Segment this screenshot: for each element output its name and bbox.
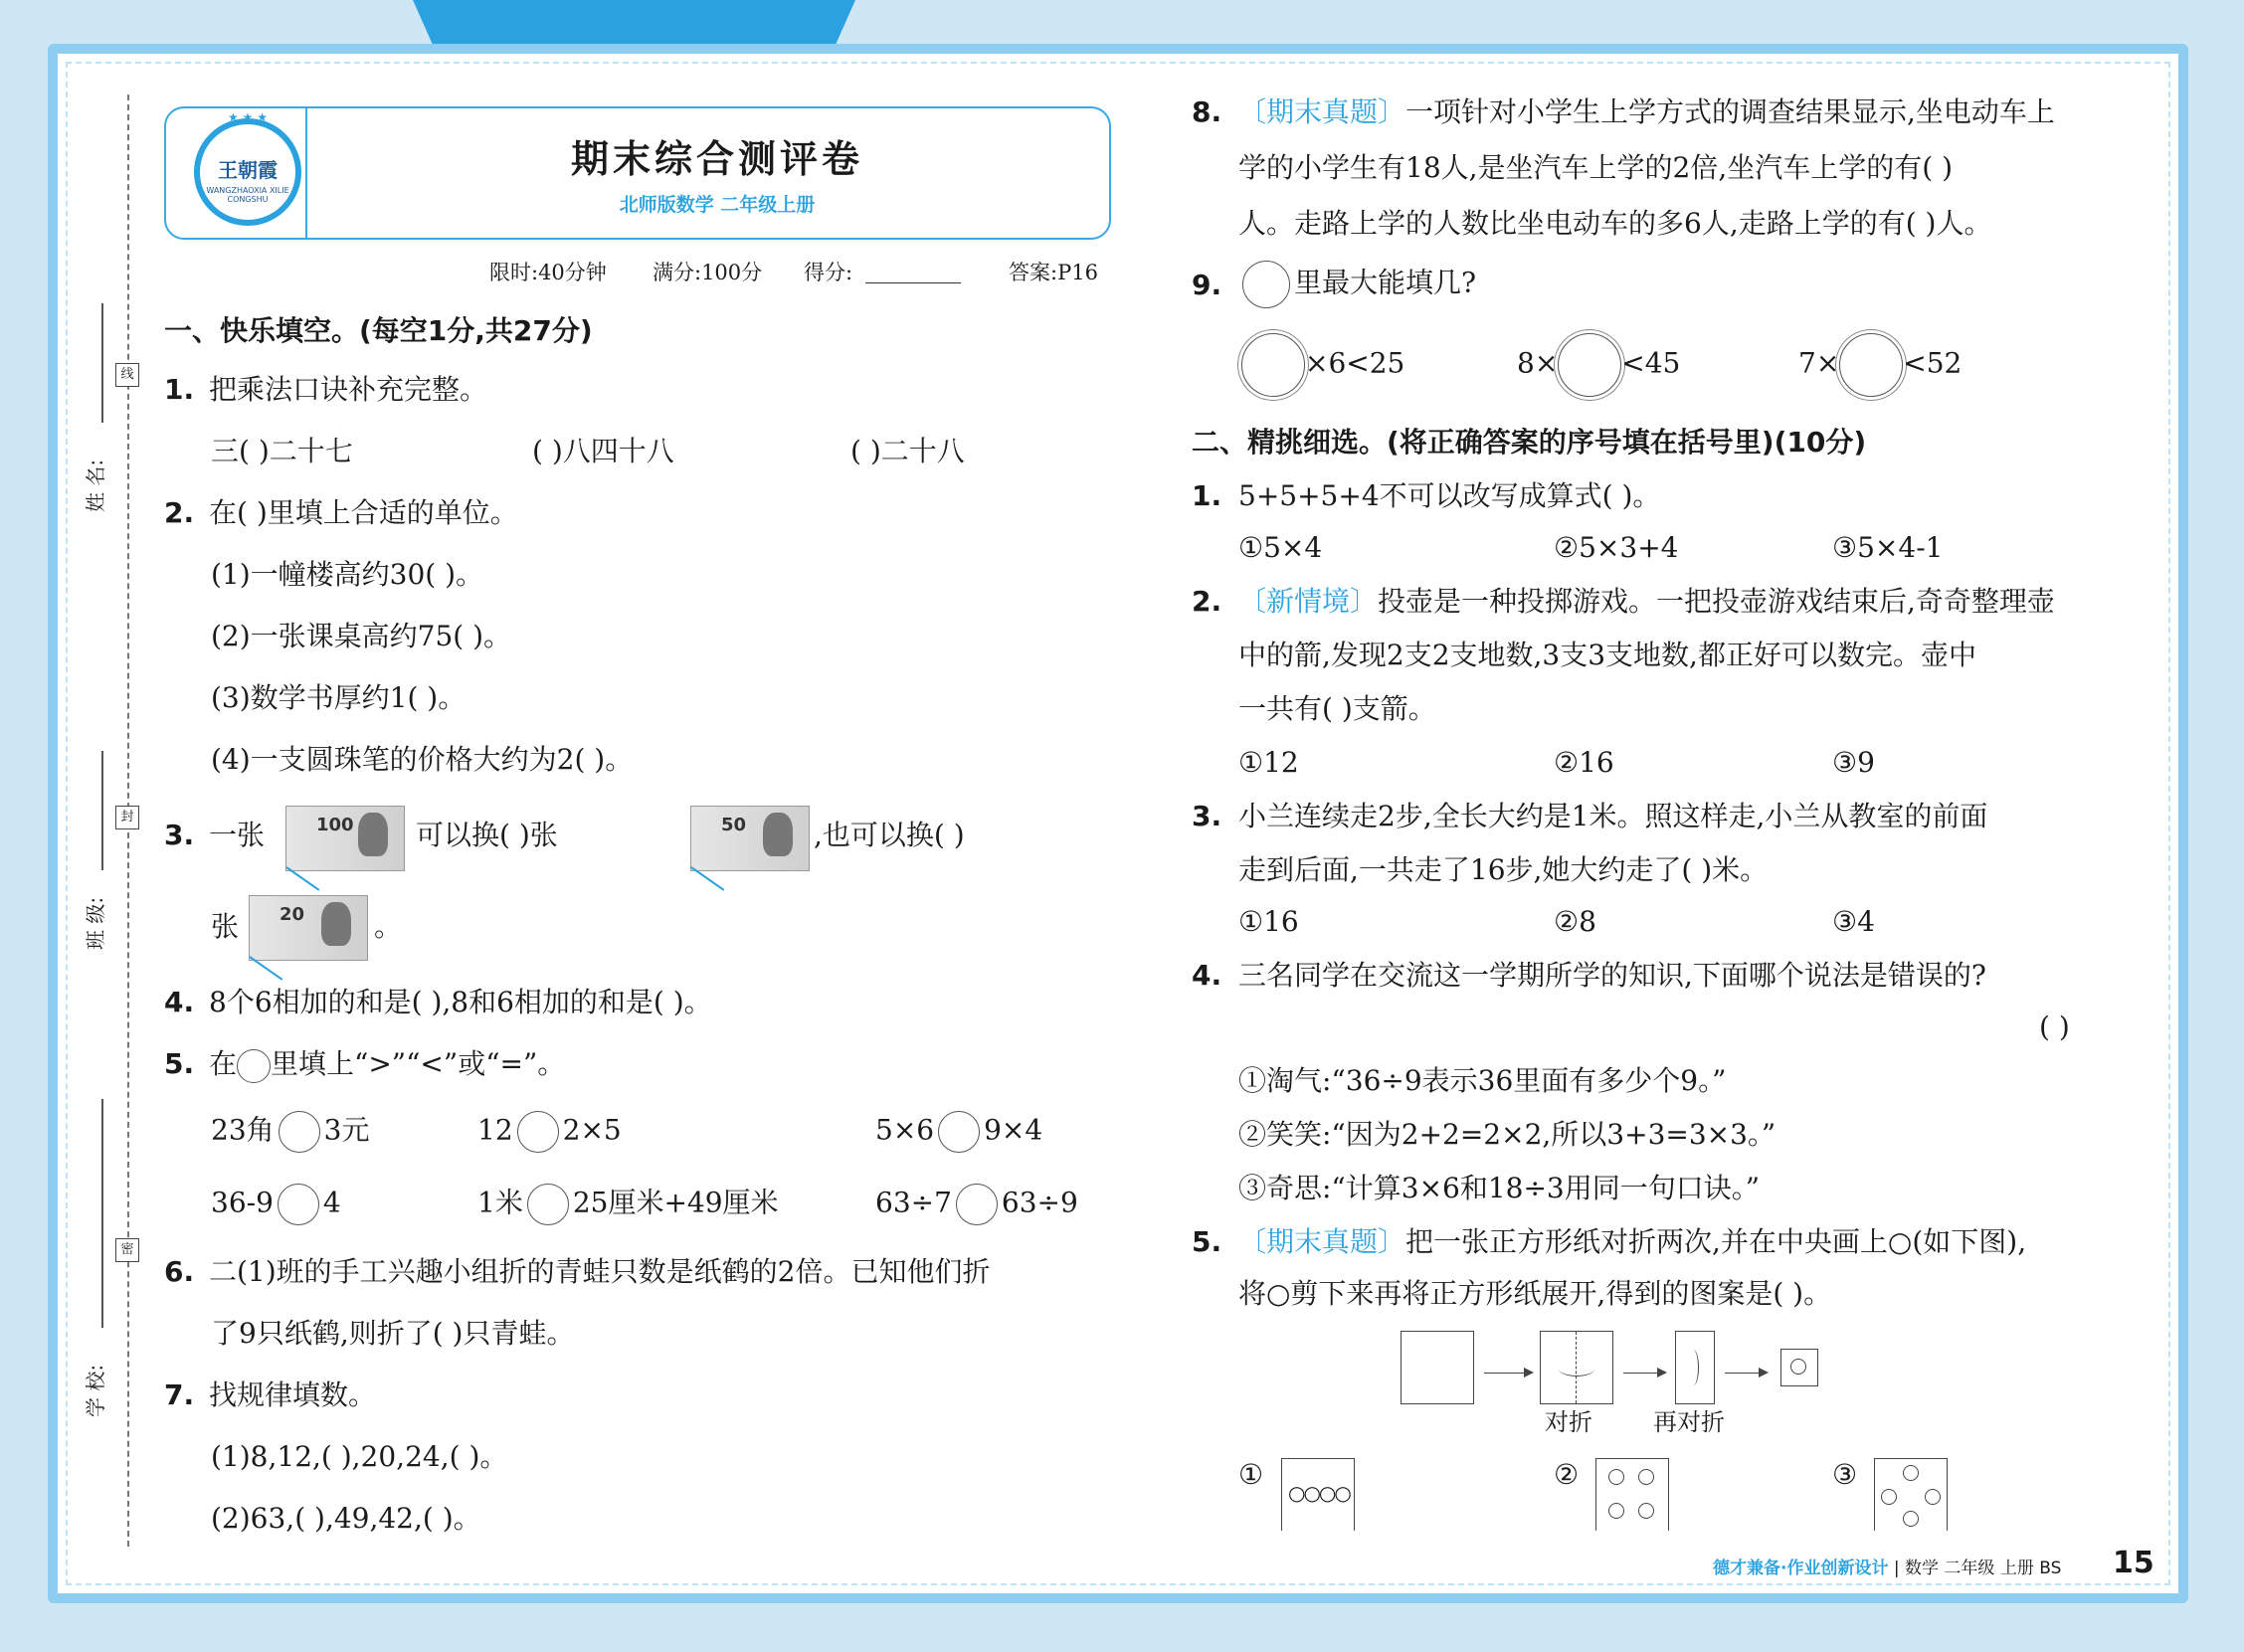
q5-text bbox=[209, 1047, 565, 1083]
compare-circle-f[interactable] bbox=[956, 1184, 998, 1225]
circle-mark-icon bbox=[1638, 1503, 1654, 1519]
q5-number: 5. bbox=[164, 1047, 195, 1080]
q2-item-3[interactable]: (3)数学书厚约1( )。 bbox=[211, 681, 467, 714]
section-1-heading: 一、快乐填空。(每空1分,共27分) bbox=[164, 314, 593, 347]
q5-compare-a bbox=[211, 1111, 369, 1153]
q5-compare-f bbox=[875, 1184, 1078, 1225]
class-line bbox=[101, 751, 103, 870]
c2-option-2[interactable]: ②16 bbox=[1554, 746, 1614, 779]
q2-number: 2. bbox=[164, 496, 195, 529]
c5-option-3-figure[interactable] bbox=[1874, 1458, 1948, 1531]
c5-text-1 bbox=[1238, 1225, 2026, 1259]
folded-twice-paper bbox=[1675, 1331, 1715, 1404]
q7-item-1[interactable]: (1)8,12,( ),20,24,( )。 bbox=[211, 1440, 508, 1473]
name-line bbox=[101, 303, 103, 423]
note-value-20: 20 bbox=[280, 904, 305, 925]
c2-text-2: 中的箭,发现2支2支地数,3支3支地数,都正好可以数完。壶中 bbox=[1238, 639, 1976, 671]
note-value-50: 50 bbox=[721, 815, 747, 835]
c1-number: 1. bbox=[1192, 479, 1222, 512]
q5-text-1: 在 bbox=[209, 1047, 238, 1080]
q3-text-3[interactable]: ,也可以换( ) bbox=[814, 819, 965, 851]
q5-f-left: 63÷7 bbox=[875, 1186, 952, 1219]
seal-mark-seal: 封 bbox=[115, 806, 139, 829]
c2-text-1 bbox=[1238, 585, 2055, 619]
portrait-icon bbox=[358, 813, 388, 856]
c2-number: 2. bbox=[1192, 585, 1222, 618]
square-paper bbox=[1401, 1331, 1474, 1404]
q5-d-right: 4 bbox=[322, 1186, 341, 1219]
q2-text: 在( )里填上合适的单位。 bbox=[209, 496, 518, 529]
compare-circle-b[interactable] bbox=[517, 1111, 559, 1153]
banknote-20-image bbox=[249, 895, 368, 961]
q6-text-1: 二(1)班的手工兴趣小组折的青蛙只数是纸鹤的2倍。已知他们折 bbox=[209, 1255, 991, 1288]
q9-c-left: 7× bbox=[1798, 346, 1840, 380]
q9-circle-c[interactable] bbox=[1839, 333, 1903, 397]
q6-number: 6. bbox=[164, 1255, 195, 1288]
c3-number: 3. bbox=[1192, 800, 1222, 832]
c4-option-3[interactable]: ③奇思:“计算3×6和18÷3用同一句口诀。” bbox=[1238, 1172, 1761, 1204]
fold-curve-icon bbox=[1688, 1350, 1699, 1385]
header-divider bbox=[305, 108, 307, 238]
q1-number: 1. bbox=[164, 373, 195, 406]
marked-paper bbox=[1780, 1349, 1818, 1386]
class-label: 班 级: bbox=[84, 896, 107, 950]
c5-option-2-label[interactable]: ② bbox=[1554, 1458, 1580, 1491]
c2-option-3[interactable]: ③9 bbox=[1832, 746, 1875, 779]
q3-number: 3. bbox=[164, 819, 195, 851]
q9-prompt: 里最大能填几? bbox=[1294, 266, 1477, 299]
q1-blank-a[interactable]: 三( )二十七 bbox=[211, 435, 353, 467]
q8-number: 8. bbox=[1192, 95, 1222, 128]
exam-header bbox=[164, 106, 1111, 240]
page-footer bbox=[1713, 1554, 2061, 1578]
arrow-icon bbox=[1623, 1373, 1665, 1374]
q5-e-left: 1米 bbox=[477, 1186, 523, 1219]
c5-option-1-circles: ○○○○ bbox=[1288, 1481, 1350, 1505]
q5-compare-e bbox=[477, 1184, 779, 1225]
q1-blank-c[interactable]: ( )二十八 bbox=[850, 435, 965, 467]
portrait-icon bbox=[763, 813, 793, 856]
name-label: 姓 名: bbox=[84, 459, 107, 512]
exam-subtitle: 北师版数学 二年级上册 bbox=[619, 194, 816, 216]
q4-text[interactable]: 8个6相加的和是( ),8和6相加的和是( )。 bbox=[209, 986, 712, 1018]
q5-c-left: 5×6 bbox=[875, 1113, 935, 1147]
c4-option-2[interactable]: ②笑笑:“因为2+2=2×2,所以3+3=3×3。” bbox=[1238, 1118, 1776, 1151]
full-score: 满分:100分 bbox=[653, 261, 763, 284]
c2-option-1[interactable]: ①12 bbox=[1238, 746, 1299, 779]
circle-mark-icon bbox=[1790, 1359, 1806, 1375]
exam-title: 期末综合测评卷 bbox=[570, 137, 863, 181]
fold-label-1: 对折 bbox=[1545, 1408, 1592, 1436]
q9-item-a bbox=[1241, 333, 1404, 397]
q8-text-3[interactable]: 人。走路上学的人数比坐电动车的多6人,走路上学的有( )人。 bbox=[1238, 207, 1992, 240]
logo-sub: WANGZHAOXIA XILIE CONGSHU bbox=[206, 186, 289, 204]
binding-sidebar bbox=[80, 94, 139, 1547]
q6-text-2[interactable]: 了9只纸鹤,则折了( )只青蛙。 bbox=[211, 1317, 575, 1350]
q7-item-2[interactable]: (2)63,( ),49,42,( )。 bbox=[211, 1502, 481, 1535]
q5-c-right: 9×4 bbox=[984, 1113, 1043, 1147]
banknote-50-image bbox=[690, 806, 810, 871]
q4-number: 4. bbox=[164, 986, 195, 1018]
q5-compare-d bbox=[211, 1184, 341, 1225]
q5-compare-b bbox=[477, 1111, 622, 1153]
q3-text-2[interactable]: 可以换( )张 bbox=[416, 819, 558, 851]
seal-mark-secret: 密 bbox=[115, 1238, 139, 1262]
arrow-icon bbox=[1484, 1373, 1532, 1374]
circle-mark-icon bbox=[1638, 1469, 1654, 1485]
q3-text-5: 。 bbox=[374, 910, 403, 943]
banknote-100-image bbox=[285, 806, 405, 871]
note-value-100: 100 bbox=[316, 815, 354, 835]
footer-brand: 德才兼备·作业创新设计 bbox=[1713, 1559, 1889, 1578]
school-label: 学 校: bbox=[84, 1364, 107, 1417]
c5-line-1: 把一张正方形纸对折两次,并在中央画上○(如下图), bbox=[1405, 1225, 2027, 1258]
q8-text-1 bbox=[1238, 95, 2055, 129]
c4-text: 三名同学在交流这一学期所学的知识,下面哪个说法是错误的? bbox=[1238, 959, 1986, 992]
page-number: 15 bbox=[2113, 1546, 2154, 1580]
c4-number: 4. bbox=[1192, 959, 1222, 992]
q2-item-4[interactable]: (4)一支圆珠笔的价格大约为2( )。 bbox=[211, 743, 634, 776]
compare-circle-d[interactable] bbox=[278, 1184, 319, 1225]
fold-curve-icon bbox=[1559, 1362, 1594, 1377]
c5-number: 5. bbox=[1192, 1225, 1222, 1258]
q3-text-1: 一张 bbox=[209, 819, 266, 851]
circle-mark-icon bbox=[1608, 1503, 1624, 1519]
q5-a-right: 3元 bbox=[323, 1113, 370, 1147]
q3-text-4: 张 bbox=[211, 910, 240, 943]
q1-text: 把乘法口诀补充完整。 bbox=[209, 373, 488, 406]
c2-text-3[interactable]: 一共有( )支箭。 bbox=[1238, 692, 1436, 725]
q9-circle-b[interactable] bbox=[1558, 333, 1621, 397]
folded-once-paper bbox=[1540, 1331, 1613, 1404]
q9-item-c bbox=[1798, 333, 1962, 397]
c3-text-1: 小兰连续走2步,全长大约是1米。照这样走,小兰从教室的前面 bbox=[1238, 800, 1988, 832]
answer-ref: 答案:P16 bbox=[1009, 261, 1098, 284]
seal-mark-line: 线 bbox=[115, 363, 139, 387]
compare-circle-c[interactable] bbox=[938, 1111, 980, 1153]
q9-item-b bbox=[1517, 333, 1680, 397]
q5-f-right: 63÷9 bbox=[1001, 1186, 1078, 1219]
q2-item-2[interactable]: (2)一张课桌高约75( )。 bbox=[211, 620, 512, 652]
c1-text[interactable]: 5+5+5+4不可以改写成算式( )。 bbox=[1238, 479, 1661, 512]
crown-icon: ★ ★ ★ bbox=[228, 110, 268, 124]
logo-name: 王朝霞 bbox=[218, 158, 278, 182]
time-limit: 限时:40分钟 bbox=[489, 261, 607, 284]
section-2-heading: 二、精挑细选。(将正确答案的序号填在括号里)(10分) bbox=[1192, 426, 1867, 459]
circle-mark-icon bbox=[1608, 1469, 1624, 1485]
c5-option-3-label[interactable]: ③ bbox=[1832, 1458, 1858, 1491]
c5-option-1-figure[interactable] bbox=[1281, 1458, 1355, 1531]
q8-text-2[interactable]: 学的小学生有18人,是坐汽车上学的2倍,坐汽车上学的有( ) bbox=[1238, 151, 1953, 184]
circle-mark-icon bbox=[1903, 1511, 1919, 1527]
q5-a-left: 23角 bbox=[211, 1113, 275, 1147]
c5-option-1-label[interactable]: ① bbox=[1238, 1458, 1264, 1491]
q9-b-left: 8× bbox=[1517, 346, 1559, 380]
c2-line-1: 投壶是一种投掷游戏。一把投壶游戏结束后,奇奇整理壶 bbox=[1378, 585, 2055, 618]
c3-option-1[interactable]: ①16 bbox=[1238, 905, 1299, 938]
q9-b-right: <45 bbox=[1621, 346, 1681, 380]
q9-c-right: <52 bbox=[1903, 346, 1963, 380]
c3-option-2[interactable]: ②8 bbox=[1554, 905, 1596, 938]
circle-mark-icon bbox=[1925, 1489, 1941, 1505]
q9-circle-a[interactable] bbox=[1241, 333, 1305, 397]
c1-option-1[interactable]: ①5×4 bbox=[1238, 531, 1323, 564]
q2-item-1[interactable]: (1)一幢楼高约30( )。 bbox=[211, 558, 484, 591]
c3-text-2[interactable]: 走到后面,一共走了16步,她大约走了( )米。 bbox=[1238, 853, 1769, 886]
c5-tag: 〔期末真题〕 bbox=[1238, 1225, 1406, 1258]
c3-option-3[interactable]: ③4 bbox=[1832, 905, 1875, 938]
q8-tag: 〔期末真题〕 bbox=[1238, 95, 1406, 128]
q9-a-text: ×6<25 bbox=[1305, 346, 1405, 380]
q1-blank-b[interactable]: ( )八四十八 bbox=[532, 435, 674, 467]
q7-text: 找规律填数。 bbox=[209, 1378, 377, 1411]
c1-option-3[interactable]: ③5×4-1 bbox=[1832, 531, 1944, 564]
compare-circle-a[interactable] bbox=[279, 1111, 320, 1153]
q5-b-right: 2×5 bbox=[562, 1113, 622, 1147]
c4-option-1[interactable]: ①淘气:“36÷9表示36里面有多少个9。” bbox=[1238, 1064, 1727, 1097]
footer-info: | 数学 二年级 上册 BS bbox=[1893, 1559, 2062, 1578]
q9-number: 9. bbox=[1192, 269, 1222, 301]
q5-text-2: 里填上“>”“<”或“=”。 bbox=[271, 1047, 566, 1080]
c2-tag: 〔新情境〕 bbox=[1238, 585, 1379, 618]
circle-icon bbox=[1242, 261, 1290, 308]
q7-number: 7. bbox=[164, 1378, 195, 1411]
q8-line-1: 一项针对小学生上学方式的调查结果显示,坐电动车上 bbox=[1405, 95, 2055, 128]
portrait-icon bbox=[321, 902, 351, 946]
score-field[interactable] bbox=[865, 282, 961, 283]
publisher-logo bbox=[194, 110, 301, 226]
circle-icon bbox=[237, 1049, 271, 1083]
score-label: 得分: bbox=[804, 261, 853, 284]
c1-option-2[interactable]: ②5×3+4 bbox=[1554, 531, 1679, 564]
c5-option-2-figure[interactable] bbox=[1595, 1458, 1669, 1531]
q9-text bbox=[1238, 261, 1476, 308]
q5-b-left: 12 bbox=[477, 1113, 513, 1147]
circle-mark-icon bbox=[1881, 1489, 1897, 1505]
q5-compare-c bbox=[875, 1111, 1042, 1153]
arrow-icon bbox=[1725, 1373, 1767, 1374]
school-line bbox=[101, 1099, 103, 1328]
fold-label-2: 再对折 bbox=[1653, 1408, 1725, 1436]
c4-answer-paren[interactable]: ( ) bbox=[2039, 1010, 2070, 1043]
q5-e-right: 25厘米+49厘米 bbox=[572, 1186, 779, 1219]
c5-text-2[interactable]: 将○剪下来再将正方形纸展开,得到的图案是( )。 bbox=[1238, 1277, 1832, 1310]
q5-d-left: 36-9 bbox=[211, 1186, 274, 1219]
circle-mark-icon bbox=[1903, 1465, 1919, 1481]
compare-circle-e[interactable] bbox=[527, 1184, 569, 1225]
